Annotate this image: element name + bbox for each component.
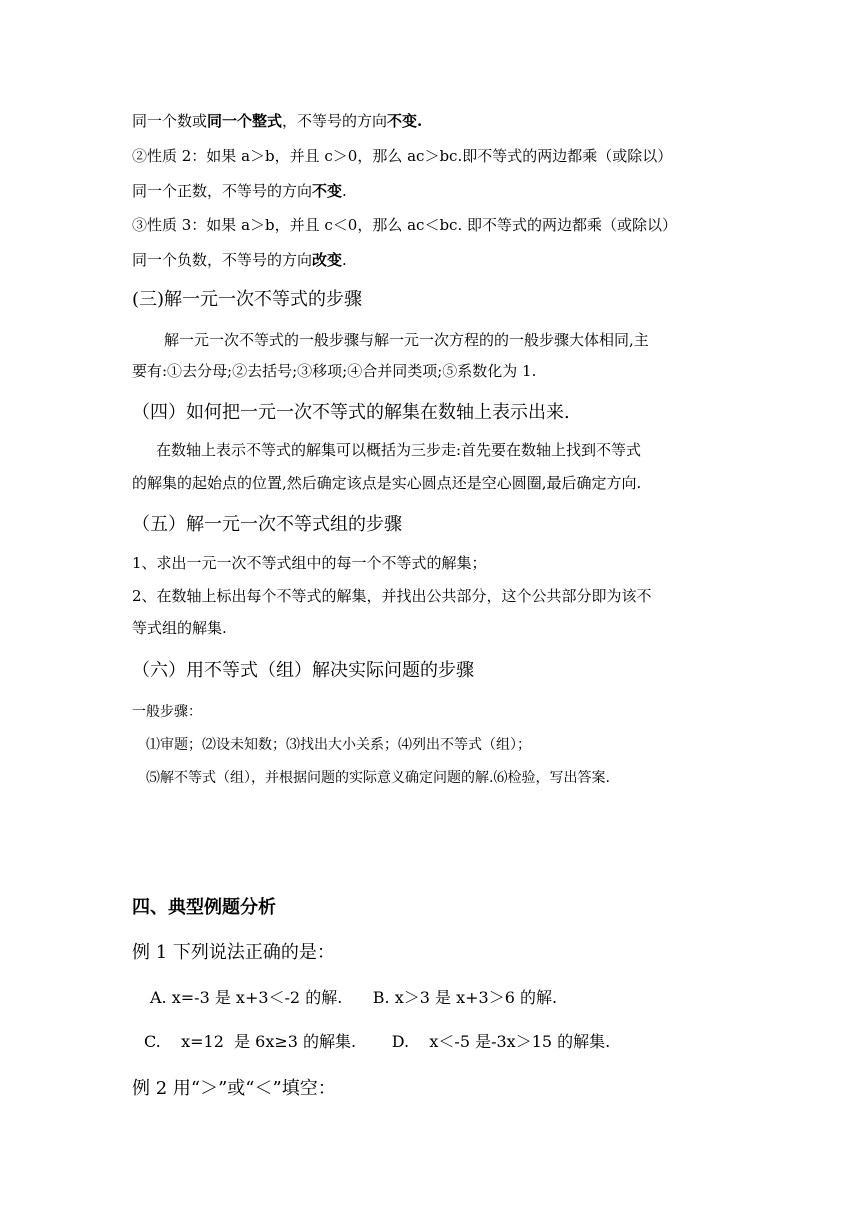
bold-text: 不变. [387, 112, 423, 130]
text: 同一个负数，不等号的方向 [132, 251, 313, 269]
text: 同一个数或 [132, 112, 208, 130]
bold-text: 不变 [312, 182, 343, 200]
section-heading: (三)解一元一次不等式的步骤 [132, 289, 363, 310]
option-line: C. x=12 是 6x≥3 的解集. D. x＜-5 是-3x＞15 的解集. [144, 1032, 611, 1051]
text: . [342, 182, 347, 200]
text-line: 等式组的解集. [132, 619, 227, 637]
text-line: 一般步骤： [132, 704, 202, 720]
section-heading: 四、典型例题分析 [132, 897, 276, 918]
section-heading: （五）解一元一次不等式组的步骤 [132, 514, 402, 535]
option-line: A. x=-3 是 x+3＜-2 的解. B. x＞3 是 x+3＞6 的解. [150, 988, 558, 1007]
text-line [132, 180, 347, 201]
text: . [342, 251, 347, 269]
section-heading: （六）用不等式（组）解决实际问题的步骤 [132, 660, 474, 681]
text-line: 的解集的起始点的位置,然后确定该点是实心圆点还是空心圆圈,最后确定方向. [132, 474, 642, 492]
text-line: 解一元一次不等式的一般步骤与解一元一次方程的的一般步骤大体相同,主 [164, 331, 649, 349]
text-line: 2、在数轴上标出每个不等式的解集，并找出公共部分，这个公共部分即为该不 [132, 587, 652, 605]
text-line: ⑸解不等式（组），并根据问题的实际意义确定问题的解.⑹检验，写出答案. [146, 770, 610, 786]
bold-text: 改变 [312, 251, 343, 269]
text-line: 在数轴上表示不等式的解集可以概括为三步走:首先要在数轴上找到不等式 [156, 441, 642, 459]
text-line [132, 249, 347, 270]
text-line: ⑴审题；⑵设未知数；⑶找出大小关系；⑷列出不等式（组）； [146, 737, 531, 753]
text-line: 要有:①去分母;②去括号;③移项;④合并同类项;⑤系数化为 1. [132, 362, 537, 380]
bold-text: 同一个整式 [207, 112, 283, 130]
example-title: 例 1 下列说法正确的是： [132, 942, 335, 963]
text-line: 1、求出一元一次不等式组中的每一个不等式的解集； [132, 554, 487, 572]
text: 同一个正数，不等号的方向 [132, 182, 313, 200]
text-line: ③性质 3：如果 a＞b，并且 c＜0，那么 ac＜bc. 即不等式的两边都乘（或除以） [132, 216, 677, 234]
text-line [132, 110, 422, 131]
example-title: 例 2 用“＞”或“＜”填空： [132, 1078, 336, 1099]
text: ，不等号的方向 [282, 112, 388, 130]
section-heading: （四）如何把一元一次不等式的解集在数轴上表示出来. [132, 402, 570, 423]
text-line: ②性质 2：如果 a＞b，并且 c＞0，那么 ac＞bc.即不等式的两边都乘（或除以） [132, 147, 673, 165]
